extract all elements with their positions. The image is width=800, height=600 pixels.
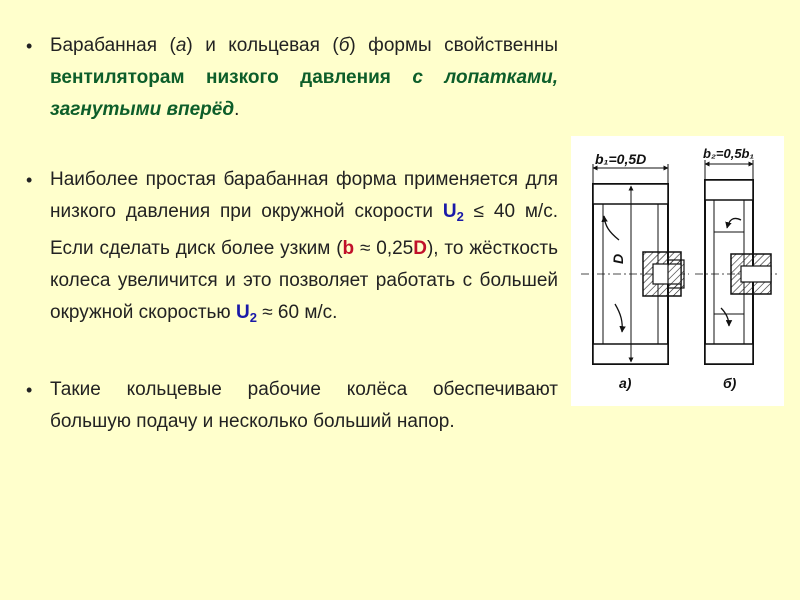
bullet-marker: • [26,170,33,190]
text-run: ≈ 60 м/с. [256,302,338,323]
bullet-item-forms [26,30,558,126]
text-run: ), то жёсткость колеса увеличится и это позволяет работать с большей окружной скоростью [50,238,558,323]
text-run [391,67,412,88]
impeller-diagram [571,136,784,406]
label-diameter: D [610,253,626,264]
bullet-marker: • [26,36,33,56]
bullet-item-drum-form [26,164,558,334]
symbol-b: b [342,238,355,259]
highlight-low-pressure: вентиляторам низкого давления [50,67,391,88]
symbol-u: U [235,302,250,323]
text-run: Такие кольцевые рабочие колёса обеспечивают большую подачу и несколько больший напор. [50,379,558,432]
impeller-drawing [571,136,784,406]
subscript-2: 2 [249,310,257,325]
caption-a: а) [619,375,632,391]
text-run: ≈ 0,25 [354,238,414,259]
bullet-text [50,164,558,334]
label-b1: b₁=0,5D [595,151,647,167]
impeller-a-drum [581,151,689,391]
text-run: ≤ 40 м/с. Если сделать диск более узким ( [50,201,558,259]
label-b2: b₂=0,5b₁ [703,146,755,161]
impeller-b-ring [695,146,777,391]
subscript-2: 2 [456,209,464,224]
highlight-forward-blades: с лопатками, загнутыми вперёд [50,67,559,120]
bullet-text [50,30,558,126]
bullet-text [50,374,558,438]
text-run: ) и кольцевая ( [186,35,339,56]
caption-b: б) [723,375,737,391]
bullet-marker: • [26,380,33,400]
text-run-italic: а [175,35,187,56]
text-run: Барабанная ( [50,35,176,56]
symbol-d: D [413,238,427,259]
text-run: ) формы свойственны [349,35,558,56]
text-column [26,30,558,438]
text-run: . [234,99,240,120]
bullet-item-ring-wheels [26,374,558,438]
text-run-italic: б [338,35,350,56]
symbol-u: U [442,201,457,222]
text-run: Наиболее простая барабанная форма применяется для низкого давления при окружной скорости [50,169,558,222]
